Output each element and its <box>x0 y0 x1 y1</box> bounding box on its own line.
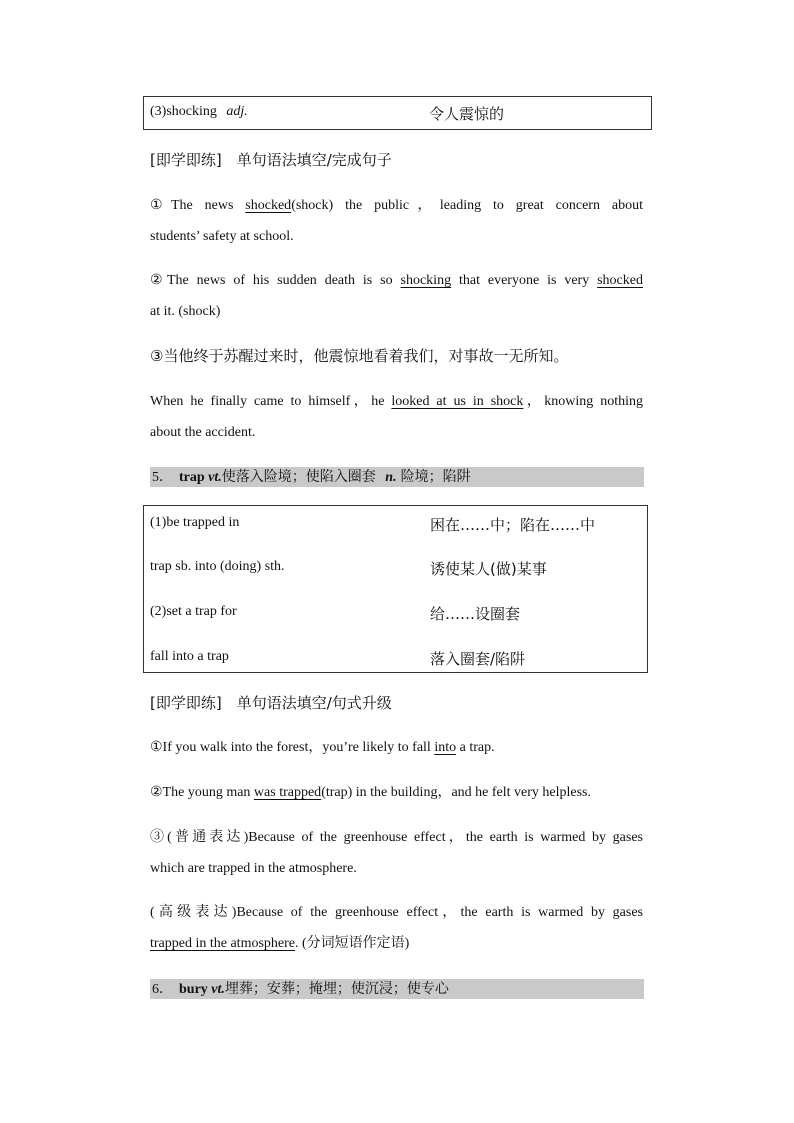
exercise1-q3-line2: about the accident. <box>150 425 256 440</box>
pos: n. <box>385 470 397 485</box>
headword: trap <box>179 470 205 485</box>
text: The news <box>170 198 246 213</box>
section-number: 5． <box>152 470 173 485</box>
meaning-cell: 困在……中；陷在……中 <box>430 516 596 534</box>
exercise2-q3-line2: which are trapped in the atmosphere. <box>150 861 357 876</box>
text: ，knowing nothing <box>523 394 643 409</box>
text: a trap. <box>456 740 495 755</box>
exercise2-q1 <box>150 738 643 758</box>
text: (trap) in the building，and he felt very helpless. <box>321 785 592 800</box>
term-cell: (2)set a trap for <box>150 604 237 619</box>
q-number: ① <box>150 198 171 213</box>
exercise-header: [即学即练] 单句语法填空/完成句子 <box>150 151 392 169</box>
pos-text: adj. <box>226 104 248 119</box>
meaning-cell: 落入圈套/陷阱 <box>430 650 526 668</box>
exercise1-q3-chinese: ③当他终于苏醒过来时，他震惊地看着我们，对事故一无所知。 <box>150 347 569 365</box>
section-number: 6． <box>152 982 173 997</box>
section-5-header <box>150 467 644 487</box>
pos: vt. <box>211 982 225 997</box>
text: ①If you walk into the forest，you’re likely to fall <box>150 740 435 755</box>
headword: bury <box>179 982 208 997</box>
answer: was trapped <box>253 785 322 800</box>
meaning-cell: 诱使某人(做)某事 <box>430 560 547 578</box>
exercise-header: [即学即练] 单句语法填空/句式升级 <box>150 694 392 712</box>
answer: looked at us in shock <box>391 394 524 409</box>
pos: vt. <box>208 470 222 485</box>
meaning-cell: 给……设圈套 <box>430 605 521 623</box>
definition: 使落入险境；使陷入圈套 <box>221 469 376 485</box>
trap-phrases-table <box>143 505 648 673</box>
text: (shock) the public，leading to great concern about <box>291 198 643 213</box>
exercise1-q2-line1 <box>150 271 643 291</box>
answer: shocking <box>400 273 452 288</box>
exercise1-q3-line1 <box>150 392 643 412</box>
shocking-table <box>143 96 652 130</box>
term-text: (3)shocking <box>150 104 217 119</box>
exercise2-q2 <box>150 783 643 803</box>
term-cell: trap sb. into (doing) sth. <box>150 559 285 574</box>
term-cell: (1)be trapped in <box>150 515 240 530</box>
exercise2-q4-line1: (高级表达)Because of the greenhouse effect，the earth is warmed by gases <box>150 905 643 920</box>
answer: trapped in the atmosphere <box>150 936 296 951</box>
text: ②The young man <box>150 785 254 800</box>
answer: shocked <box>597 273 643 288</box>
term-cell <box>150 104 248 120</box>
text: When he finally came to himself，he <box>150 394 392 409</box>
exercise1-q1-line2: students’ safety at school. <box>150 229 294 244</box>
exercise1-q2-line2: at it. (shock) <box>150 304 221 319</box>
text: . (分词短语作定语) <box>295 936 410 951</box>
section-6-header <box>150 979 644 999</box>
q-number: ② <box>150 273 167 288</box>
text: The news of his sudden death is so <box>166 273 401 288</box>
answer: into <box>434 740 457 755</box>
definition: 埋葬；安葬；掩埋；使沉浸；使专心 <box>224 981 449 997</box>
exercise2-q3-line1: ③(普通表达)Because of the greenhouse effect，the earth is warmed by gases <box>150 830 643 845</box>
meaning-cell: 令人震惊的 <box>429 105 505 123</box>
answer: shocked <box>245 198 292 213</box>
text: that everyone is very <box>451 273 598 288</box>
exercise1-q1-line1 <box>150 196 643 216</box>
exercise2-q4-line2 <box>150 934 643 954</box>
term-cell: fall into a trap <box>150 649 229 664</box>
definition: 险境；陷阱 <box>400 469 471 485</box>
